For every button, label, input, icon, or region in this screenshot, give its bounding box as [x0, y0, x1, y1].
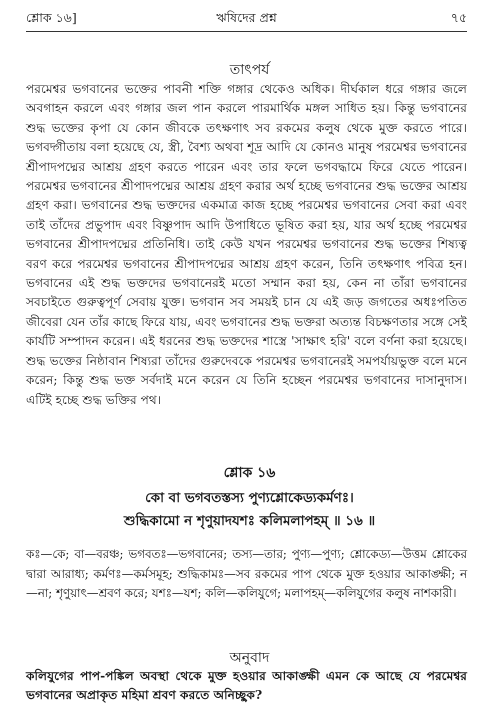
- header-verse-ref: শ্লোক ১৬]: [26, 10, 77, 25]
- verse-line-1: কো বা ভগবতস্তস্য পুণ্যশ্লোকেড্যকর্মণঃ।: [145, 490, 354, 506]
- running-header: [26, 10, 467, 28]
- word-for-word-synonyms: কঃ—কে; বা—বরঞ্চ; ভগবতঃ—ভগবানের; তস্য—তার; পুণ্য—পুণ্য; শ্লোকেড্য—উত্তম শ্লোকের দ্বারা আরাধ্য; কর্মণঃ—কর্মসমূহ; শুদ্ধিকামঃ—সব রকমের পাপ থেকে মুক্ত হওয়ার আকাঙ্ক্ষী; ন—না; শৃণুয়াৎ—শ্রবণ করে; যশঃ—যশ; কলি—কলিযুগে; মলাপহম্—কলিযুগের কলুষ নাশকারী।: [26, 547, 467, 600]
- verse-number-heading: শ্লোক ১৬: [223, 465, 276, 481]
- header-chapter-title: ঋষিদের প্রশ্ন: [216, 10, 277, 25]
- translation-paragraph: কলিযুগের পাপ-পঙ্কিল অবস্থা থেকে মুক্ত হওয়ার আকাঙ্ক্ষী এমন কে আছে যে পরমেশ্বর ভগবানের অপ্রাকৃত মহিমা শ্রবণ করতে অনিচ্ছুক?: [26, 669, 467, 702]
- verse-line-2: শুদ্ধিকামো ন শৃণুয়াদযশঃ কলিমলাপহম্ ॥ ১৬ ॥: [123, 513, 376, 529]
- purport-paragraph: পরমেশ্বর ভগবানের ভক্তের পাবনী শক্তি গঙ্গার থেকেও অধিক। দীর্ঘকাল ধরে গঙ্গার জলে অবগাহন করলে এবং গঙ্গার জল পান করলে পারমার্থিক মঙ্গল সাধিত হয়। কিন্তু ভগবানের শুদ্ধ ভক্তের কৃপা যে কোন জীবকে তৎক্ষণাৎ সব রকমের কলুষ থেকে মুক্ত করতে পারে। ভগবদ্গীতায় বলা হয়েছে যে, স্ত্রী, বৈশ্য অথবা শূদ্র আদি যে কোনও মানুষ পরমেশ্বর ভগবানের শ্রীপাদপদ্মের আশ্রয় গ্রহণ করতে পারেন এবং তার ফলে ভগবদ্ধামে ফিরে যেতে পারেন। পরমেশ্বর ভগবানের শ্রীপাদপদ্মের আশ্রয় গ্রহণ করার অর্থ হচ্ছে ভগবানের শুদ্ধ ভক্তের আশ্রয় গ্রহণ করা। ভগবানের শুদ্ধ ভক্তদের একমাত্র কাজ হচ্ছে পরমেশ্বর ভগবানের সেবা করা এবং তাই তাঁদের প্রভুপাদ এবং বিষ্ণুপাদ আদি উপাধিতে ভূষিত করা হয়, যার অর্থ হচ্ছে পরমেশ্বর ভগবানের শ্রীপাদপদ্মের প্রতিনিধি। তাই কেউ যখন পরমেশ্বর ভগবানের শুদ্ধ ভক্তের শিষ্যত্ব বরণ করে পরমেশ্বর ভগবানের শ্রীপাদপদ্মের আশ্রয় গ্রহণ করেন, তিনি তৎক্ষণাৎ পবিত্র হন। ভগবানের এই শুদ্ধ ভক্তদের ভগবানেরই মতো সম্মান করা হয়, কেন না তাঁরা ভগবানের সবচাইতে গুরুত্বপূর্ণ সেবায় যুক্ত। ভগবান সব সময়ই চান যে এই জড় জগতের অধঃপতিত জীবেরা যেন তাঁর কাছে ফিরে যায়, এবং ভগবানের শুদ্ধ ভক্তরা অত্যন্ত বিচক্ষণতার সঙ্গে সেই কার্যটি সম্পাদন করেন। এই ধরনের শুদ্ধ ভক্তদের শাস্ত্রে 'সাক্ষাৎ হরি' বলে বর্ণনা করা হয়েছে। শুদ্ধ ভক্তের নিষ্ঠাবান শিষ্যরা তাঁদের গুরুদেবকে পরমেশ্বর ভগবানেরই সমপর্যায়ভুক্ত বলে মনে করেন; কিন্তু শুদ্ধ ভক্ত সর্বদাই মনে করেন যে তিনি হচ্ছেন পরমেশ্বর ভগবানের দাসানুদাস। এটিই হচ্ছে শুদ্ধ ভক্তির পথ।: [26, 82, 467, 407]
- page-number: ৭৫: [450, 10, 467, 25]
- header-divider: [26, 31, 467, 32]
- translation-heading: অনুবাদ: [229, 650, 270, 666]
- purport-heading: তাৎপর্য: [229, 62, 270, 78]
